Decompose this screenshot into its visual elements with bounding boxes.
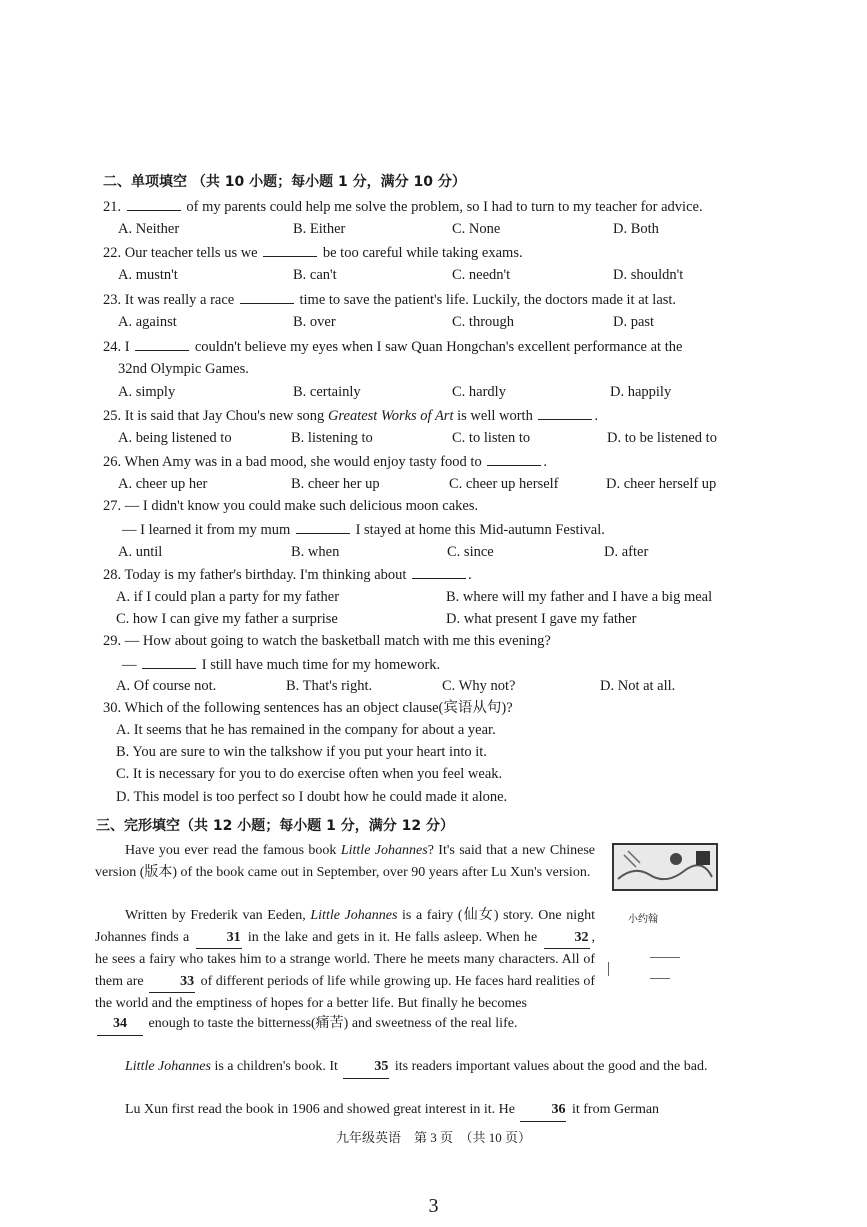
option-25-b: B. listening to xyxy=(291,430,373,446)
option-22-d: D. shouldn't xyxy=(613,267,684,283)
question-26: 26. When Amy was in a bad mood, she would enjoy tasty food to . xyxy=(103,451,547,472)
option-27-d: D. after xyxy=(604,544,649,560)
answer-blank xyxy=(296,519,350,534)
option-26-b: B. cheer her up xyxy=(291,476,380,492)
answer-blank xyxy=(127,196,181,211)
question-27: 27. — I didn't know you could make such delicious moon cakes. xyxy=(103,498,479,514)
answer-blank xyxy=(263,242,317,257)
section-2-title: 二、单项填空 （共 10 小题；每小题 1 分，满分 10 分） xyxy=(103,174,466,190)
option-29-b: B. That's right. xyxy=(286,678,373,694)
question-28: 28. Today is my father's birthday. I'm thinking about . xyxy=(103,564,472,585)
option-22-c: C. needn't xyxy=(452,267,511,283)
book-cover-illustration xyxy=(612,843,718,891)
option-30-d: D. This model is too perfect so I doubt how he could made it alone. xyxy=(116,789,508,805)
question-23: 23. It was really a race time to save the patient's life. Luckily, the doctors made it at last. xyxy=(103,289,676,310)
option-23-b: B. over xyxy=(293,314,336,330)
answer-blank xyxy=(240,289,294,304)
cloze-paragraph-4: Lu Xun first read the book in 1906 and showed great interest in it. He 36 it from German xyxy=(95,1099,727,1122)
question-29: 29. — How about going to watch the basketball match with me this evening? xyxy=(103,633,551,649)
option-24-d: D. happily xyxy=(610,384,672,400)
option-29-d: D. Not at all. xyxy=(600,678,676,694)
option-28-b: B. where will my father and I have a big meal xyxy=(446,589,713,605)
option-22-a: A. mustn't xyxy=(118,267,178,283)
answer-blank xyxy=(142,654,196,669)
option-21-b: B. Either xyxy=(293,221,346,237)
question-21: 21. of my parents could help me solve the problem, so I had to turn to my teacher for advice. xyxy=(103,196,703,217)
option-25-c: C. to listen to xyxy=(452,430,531,446)
option-28-a: A. if I could plan a party for my father xyxy=(116,589,340,605)
option-23-a: A. against xyxy=(118,314,177,330)
option-30-c: C. It is necessary for you to do exercise often when you feel weak. xyxy=(116,766,503,782)
option-25-a: A. being listened to xyxy=(118,430,232,446)
divider xyxy=(650,957,680,958)
book-cover-image xyxy=(614,845,716,889)
page-footer: 九年级英语 第 3 页 （共 10 页） xyxy=(335,1130,531,1145)
option-22-b: B. can't xyxy=(293,267,337,283)
option-29-c: C. Why not? xyxy=(442,678,516,694)
page-number: 3 xyxy=(428,1195,439,1217)
option-24-a: A. simply xyxy=(118,384,176,400)
option-30-b: B. You are sure to win the talkshow if you put your heart into it. xyxy=(116,744,487,760)
option-29-a: A. Of course not. xyxy=(116,678,217,694)
cloze-blank-34: 34 xyxy=(97,1013,143,1036)
option-27-c: C. since xyxy=(447,544,494,560)
cloze-paragraph-1: Have you ever read the famous book Little Johannes? It's said that a new Chinese version (版本) of the book came out in September, over 90 years after Lu Xun's version. xyxy=(95,843,596,880)
option-26-d: D. cheer herself up xyxy=(606,476,717,492)
option-28-d: D. what present I gave my father xyxy=(446,611,637,627)
question-27-reply: — I learned it from my mum I stayed at home this Mid-autumn Festival. xyxy=(122,519,605,540)
option-21-d: D. Both xyxy=(613,221,659,237)
option-21-a: A. Neither xyxy=(118,221,180,237)
question-25: 25. It is said that Jay Chou's new song Greatest Works of Art is well worth . xyxy=(103,405,598,426)
cloze-blank-35: 35 xyxy=(343,1056,389,1079)
option-24-c: C. hardly xyxy=(452,384,506,400)
section-3-title: 三、完形填空（共 12 小题；每小题 1 分，满分 12 分） xyxy=(96,818,454,834)
question-29-reply: — I still have much time for my homework. xyxy=(122,654,440,675)
question-24: 24. I couldn't believe my eyes when I saw Quan Hongchan's excellent performance at the xyxy=(103,336,682,357)
answer-blank xyxy=(538,405,592,420)
answer-blank xyxy=(135,336,189,351)
cloze-paragraph-2-end: 34 enough to taste the bitterness(痛苦) and sweetness of the real life. xyxy=(95,1013,727,1036)
question-30: 30. Which of the following sentences has an object clause(宾语从句)? xyxy=(103,700,513,716)
question-22: 22. Our teacher tells us we be too careful while taking exams. xyxy=(103,242,523,263)
option-25-d: D. to be listened to xyxy=(607,430,717,446)
divider xyxy=(650,978,670,979)
cloze-paragraph-2: Written by Frederik van Eeden, Little Johannes is a fairy (仙女) story. One night Johannes finds a 31 in the lake and gets in it. He falls asleep. When he 32 , he sees a fairy who takes him to a strange world. There he meets many characters. All of them are 33 of different periods of life while growing up. He faces hard realities of the world and the emptiness of hopes for a better life. But finally he becomes xyxy=(95,908,596,1012)
option-23-d: D. past xyxy=(613,314,655,330)
cloze-blank-33: 33 xyxy=(149,971,195,994)
option-27-a: A. until xyxy=(118,544,163,560)
answer-blank xyxy=(487,451,541,466)
cloze-blank-31: 31 xyxy=(196,927,242,950)
cloze-blank-32: 32 xyxy=(544,927,590,950)
option-28-c: C. how I can give my father a surprise xyxy=(116,611,338,627)
cloze-paragraph-3: Little Johannes is a children's book. It 35 its readers important values about the good and the bad. xyxy=(95,1056,727,1079)
book-title-caption: 小约翰 xyxy=(628,914,658,925)
option-24-b: B. certainly xyxy=(293,384,361,400)
option-26-a: A. cheer up her xyxy=(118,476,208,492)
option-21-c: C. None xyxy=(452,221,501,237)
option-30-a: A. It seems that he has remained in the company for about a year. xyxy=(116,722,496,738)
option-26-c: C. cheer up herself xyxy=(449,476,559,492)
option-27-b: B. when xyxy=(291,544,340,560)
answer-blank xyxy=(412,564,466,579)
option-23-c: C. through xyxy=(452,314,515,330)
cloze-blank-36: 36 xyxy=(520,1099,566,1122)
question-24-continued: 32nd Olympic Games. xyxy=(118,361,249,377)
divider xyxy=(608,962,609,976)
